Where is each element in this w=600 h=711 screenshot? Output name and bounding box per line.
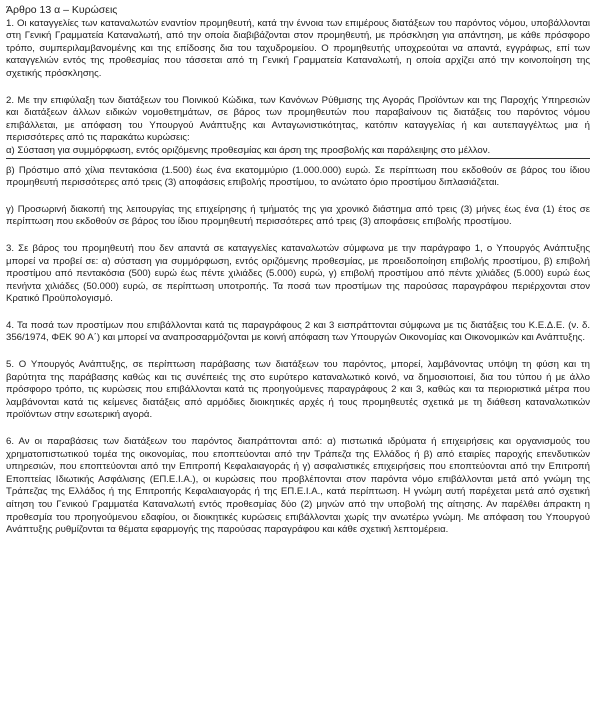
paragraph-2-b: β) Πρόστιμο από χίλια πεντακόσια (1.500) έως ένα εκατομμύριο (1.000.000) ευρώ. Σε περίπτωση που εκδοθούν σε βάρος του ίδιου προμηθευτή περισσότερες από τρεις (3) αποφάσεις επιβολής προστίμου, το ανώτατο όριο προστίμου διπλασιάζεται.: [6, 164, 590, 189]
paragraph-2: 2. Με την επιφύλαξη των διατάξεων του Ποινικού Κώδικα, των Κανόνων Ρύθμισης της Αγοράς Προϊόντων και της Παροχής Υπηρεσιών και διατάξεων άλλων ειδικών νομοθετημάτων, σε βάρος των προμηθευτών που παραβαίνουν τις διατάξεις του παρόντος νόμου επιβάλλεται, με απόφαση του Υπουργού Ανάπτυξης και Ανταγωνιστικότητας, κατόπιν καταγγελίας ή και αυτεπαγγέλτως μια ή περισσότερες από τις παρακάτω κυρώσεις:: [6, 94, 590, 144]
paragraph-2-c: γ) Προσωρινή διακοπή της λειτουργίας της επιχείρησης ή τμήματός της για χρονικό διάστημα από τρεις (3) μήνες έως ένα (1) έτος σε περίπτωση που εκδοθούν σε βάρος του ίδιου προμηθευτή περισσότερες από τρεις (3) αποφάσεις επιβολής προστίμου.: [6, 203, 590, 228]
paragraph-3: 3. Σε βάρος του προμηθευτή που δεν απαντά σε καταγγελίες καταναλωτών σύμφωνα με την παράγραφο 1, ο Υπουργός Ανάπτυξης μπορεί να προβεί σε: α) σύσταση για συμμόρφωση, εντός οριζόμενης προθεσμίας, με προειδοποίηση επιβολής προστίμου, β) επιβολή προστίμου από πεντακόσια (500) ευρώ έως πέντε χιλιάδες (5.000) ευρώ, γ) επιβολή προστίμου από πέντε χιλιάδες (5.000) ευρώ έως πενήντα χιλιάδες (50.000) ευρώ, σε περίπτωση υποτροπής. Τα ποσά των προστίμων της παρούσας παραγράφου περιέρχονται στον Κρατικό Προϋπολογισμό.: [6, 242, 590, 305]
paragraph-2-a: α) Σύσταση για συμμόρφωση, εντός οριζόμενης προθεσμίας και άρση της προσβολής και παράλειψης στο μέλλον.: [6, 145, 590, 159]
paragraph-5: 5. Ο Υπουργός Ανάπτυξης, σε περίπτωση παράβασης των διατάξεων του παρόντος, μπορεί, λαμβάνοντας υπόψη τη φύση και τη βαρύτητα της παράβασης καθώς και τις συνέπειές της στο ευρύτερο καταναλωτικό κοινό, να δημοσιοποιεί, δια του τύπου ή με άλλο πρόσφορο τρόπο, τις κυρώσεις που επιβάλλονται κατά τις προηγούμενες παραγράφους 2 και 3, καθώς και τα περιοριστικά μέτρα που λαμβάνονται κατά τις κείμενες διατάξεις από αρμόδιες διοικητικές αρχές ή τους προμηθευτές σχετικά με τη διάθεση καταναλωτικών προϊόντων στην εσωτερική αγορά.: [6, 359, 590, 421]
paragraph-6: 6. Αν οι παραβάσεις των διατάξεων του παρόντος διαπράττονται από: α) πιστωτικά ιδρύματα ή επιχειρήσεις και οργανισμούς του χρηματοπιστωτικού τομέα της οικονομίας, που εποπτεύονται από την Τράπεζα της Ελλάδος ή β) από εταιρίες παροχής επενδυτικών υπηρεσιών, που εποπτεύονται από την Επιτροπή Κεφαλαιαγοράς ή γ) ασφαλιστικές επιχειρήσεις που εποπτεύονται από την Επιτροπή Εποπτείας Ιδιωτικής Ασφάλισης (ΕΠ.Ε.Ι.Α.), οι κυρώσεις που προβλέπονται στον παρόντα νόμο επιβάλλονται μετά από γνώμη της Τράπεζας της Ελλάδος ή της Επιτροπής Κεφαλαιαγοράς ή της ΕΠ.Ε.Ι.Α., κατά περίπτωση. Η γνώμη αυτή παρέχεται μετά από σχετική αίτηση του Γενικού Γραμματέα Καταναλωτή εντός προθεσμίας δύο (2) μηνών από την υποβολή της αίτησης. Αν παρέλθει άπρακτη η προθεσμία του προηγούμενου εδαφίου, οι διοικητικές κυρώσεις επιβάλλονται χωρίς την ανωτέρω γνώμη. Με απόφαση του Υπουργού Ανάπτυξης ρυθμίζονται τα θέματα εφαρμογής της παρούσας παραγράφου και κάθε σχετική λεπτομέρεια.: [6, 436, 590, 536]
paragraph-4: 4. Τα ποσά των προστίμων που επιβάλλονται κατά τις παραγράφους 2 και 3 εισπράττονται σύμφωνα με τις διατάξεις του Κ.Ε.Δ.Ε. (ν. δ. 356/1974, ΦΕΚ 90 Α΄) και μπορεί να αναπροσαρμόζονται με κοινή απόφαση των Υπουργών Οικονομίας και Οικονομικών και Ανάπτυξης.: [6, 319, 590, 344]
article-title: Άρθρο 13 α – Κυρώσεις: [6, 4, 118, 16]
paragraph-1: 1. Οι καταγγελίες των καταναλωτών εναντίον προμηθευτή, κατά την έννοια των επιμέρους διατάξεων του παρόντος νόμου, υποβάλλονται στη Γενική Γραμματεία Καταναλωτή, από την οποία διαβιβάζονται στον προμηθευτή, με πρόσκληση για απάντηση, με κάθε πρόσφορο τρόπο, συμπεριλαμβανομένης και της επίδοσης δια του ταχυδρομείου. Ο προμηθευτής υποχρεούται να απαντά, εγγράφως, επί των καταγγελιών εντός της προθεσμίας που τάσσεται από τη Γενική Γραμματεία Καταναλωτή, η οποία αρχίζει από την κοινοποίηση της σχετικής πρόσκλησης.: [6, 17, 590, 79]
